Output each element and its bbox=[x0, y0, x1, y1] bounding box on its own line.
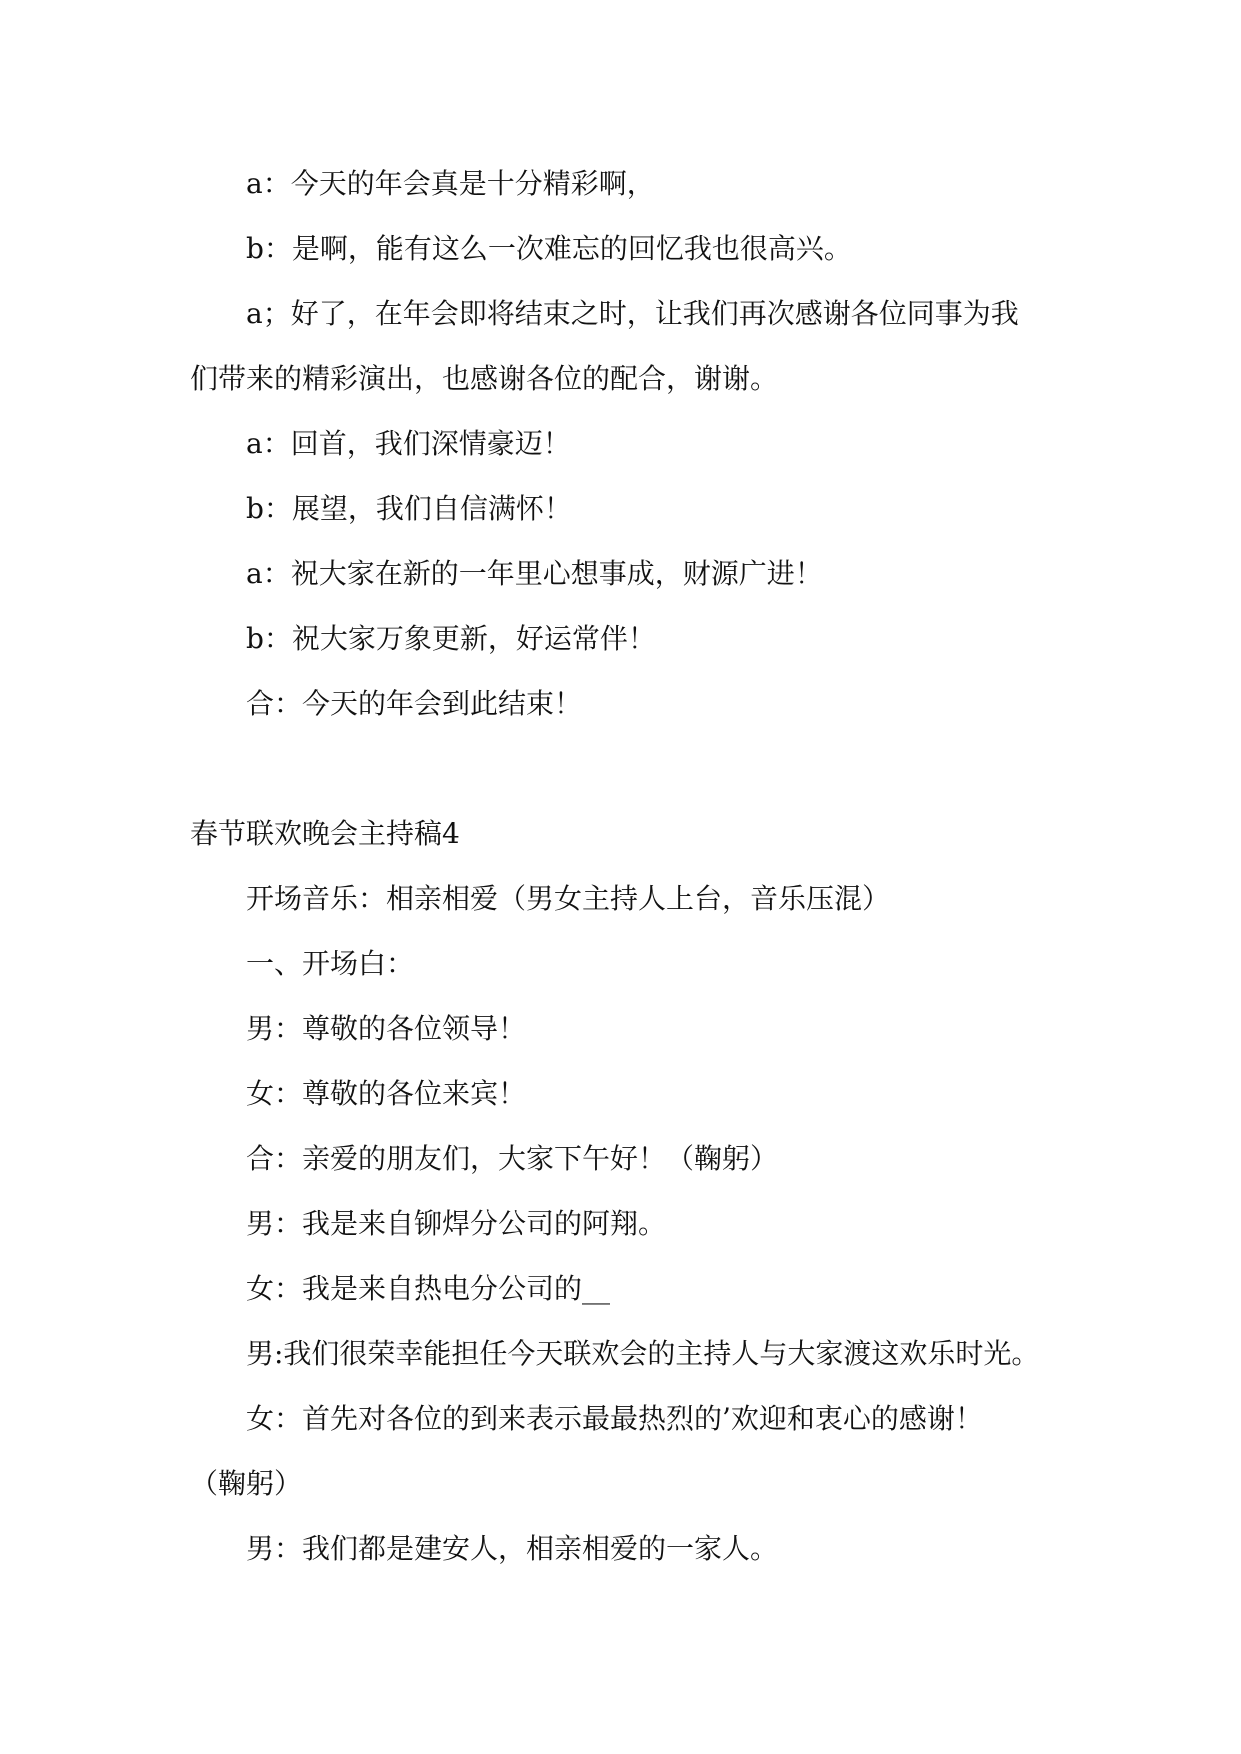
dialogue-line: 合：亲爱的朋友们，大家下午好！（鞠躬） bbox=[246, 1142, 779, 1175]
dialogue-line: a：回首，我们深情豪迈！ bbox=[246, 427, 571, 460]
dialogue-line: 女：尊敬的各位来宾！ bbox=[246, 1077, 527, 1110]
dialogue-line: 男：我是来自铆焊分公司的阿翔。 bbox=[246, 1207, 667, 1240]
section-heading: 一、开场白： bbox=[246, 947, 415, 980]
dialogue-line-continuation: 们带来的精彩演出，也感谢各位的配合，谢谢。 bbox=[190, 362, 779, 395]
dialogue-line: a；好了，在年会即将结束之时，让我们再次感谢各位同事为我 bbox=[246, 297, 1019, 330]
dialogue-line-continuation: （鞠躬） bbox=[190, 1467, 303, 1500]
dialogue-line: a：今天的年会真是十分精彩啊， bbox=[246, 167, 655, 200]
dialogue-line: b：祝大家万象更新，好运常伴！ bbox=[246, 622, 656, 655]
section-title: 春节联欢晚会主持稿4 bbox=[190, 817, 460, 850]
dialogue-line: 男:我们很荣幸能担任今天联欢会的主持人与大家渡这欢乐时光。 bbox=[246, 1337, 1040, 1370]
dialogue-line: 合：今天的年会到此结束！ bbox=[246, 687, 583, 720]
dialogue-line: 男：我们都是建安人，相亲相爱的一家人。 bbox=[246, 1532, 779, 1565]
dialogue-line: 女：我是来自热电分公司的__ bbox=[246, 1272, 611, 1305]
dialogue-line: 男：尊敬的各位领导！ bbox=[246, 1012, 527, 1045]
dialogue-line: 女：首先对各位的到来表示最最热烈的’欢迎和衷心的感谢！ bbox=[246, 1402, 983, 1435]
dialogue-line: a：祝大家在新的一年里心想事成，财源广进！ bbox=[246, 557, 823, 590]
dialogue-line: b：展望，我们自信满怀！ bbox=[246, 492, 572, 525]
stage-direction: 开场音乐：相亲相爱（男女主持人上台，音乐压混） bbox=[246, 882, 891, 915]
dialogue-line: b：是啊，能有这么一次难忘的回忆我也很高兴。 bbox=[246, 232, 852, 265]
